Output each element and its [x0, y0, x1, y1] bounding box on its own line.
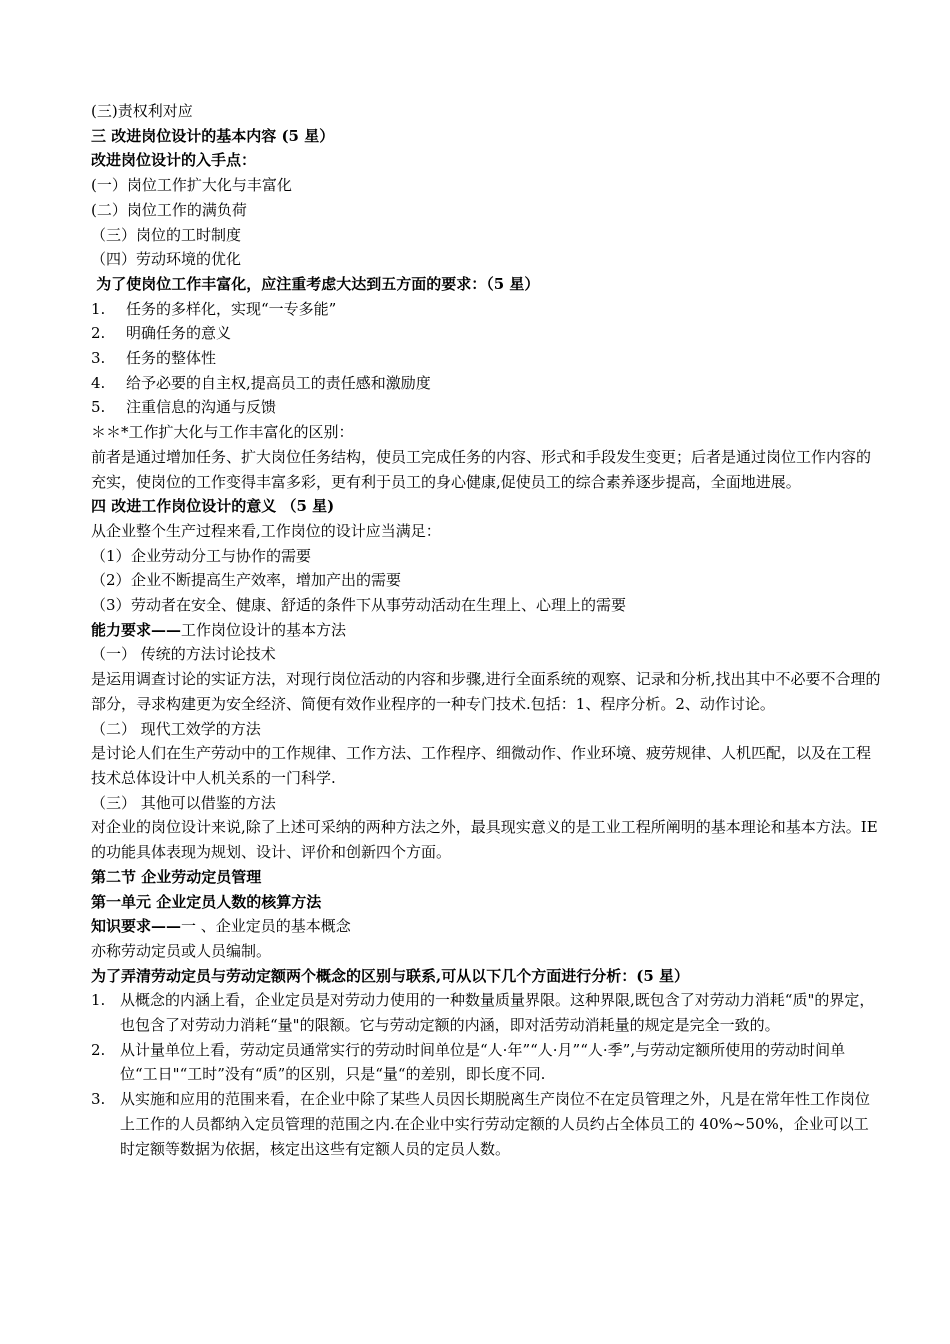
heading-sec4: 四 改进工作岗位设计的意义 （5 星) — [91, 497, 335, 516]
list-item: 3. 从实施和应用的范围来看，在企业中除了某些人员因长期脱离生产岗位不在定员管理之外，凡是在常年性工作岗位上工作的人员都纳入定员管理的范围之内.在企业中实行劳动定额的人员约占全体员工的 40%~50%，企业可以工时定额等数据为依据，核定出这些有定额人员的定员人数。 — [91, 1090, 871, 1158]
item-enlargement: (一）岗位工作扩大化与丰富化 — [91, 176, 292, 195]
heading-unit-1: 第一单元 企业定员人数的核算方法 — [91, 892, 322, 911]
analysis-list — [91, 988, 881, 1161]
heading-analysis: 为了弄清劳动定员与劳动定额两个概念的区别与联系,可从以下几个方面进行分析：(5 星） — [91, 966, 689, 985]
list-item: 3. 任务的整体性 — [91, 349, 217, 368]
list-item: （1） 企业劳动分工与协作的需要 — [91, 546, 312, 565]
method-2-body: 是讨论人们在生产劳动中的工作规律、工作方法、工作程序、细微动作、作业环境、疲劳规律、人机匹配，以及在工程技术总体设计中人机关系的一门科学. — [91, 744, 872, 787]
list-item: 2. 从计量单位上看，劳动定员通常实行的劳动时间单位是“人·年”“人·月”“人·季”,与劳动定额所使用的劳动时间单位“工日"“工时”没有“质”的区别，只是“量“的差别，即长度不同. — [91, 1040, 846, 1084]
method-1-title: （一） 传统的方法讨论技术 — [91, 645, 276, 664]
list-item: 1. 任务的多样化，实现“一专多能” — [91, 299, 337, 318]
heading-section-2: 第二节 企业劳动定员管理 — [91, 867, 262, 886]
sec4-intro: 从企业整个生产过程来看,工作岗位的设计应当满足： — [91, 521, 441, 540]
list-item: 2. 明确任务的意义 — [91, 324, 232, 343]
heading-starting-points: 改进岗位设计的入手点： — [91, 151, 257, 170]
ability-heading — [91, 618, 881, 643]
ability-text: 工作岗位设计的基本方法 — [181, 620, 347, 639]
heading-improve-content: 三 改进岗位设计的基本内容 (5 星） — [91, 126, 335, 145]
list-item: 4. 给予必要的自主权,提高员工的责任感和激励度 — [91, 373, 431, 392]
item-full-load: (二）岗位工作的满负荷 — [91, 200, 247, 219]
list-item: 1. 从概念的内涵上看，企业定员是对劳动力使用的一种数量质量界限。这种界限,既包含了对劳动力消耗“质"的界定，也包含了对劳动力消耗“量"的限额。它与劳动定额的内涵，即对活劳动消耗量的规定是完全一致的。 — [91, 991, 875, 1035]
sec4-list — [91, 544, 881, 618]
ability-label: 能力要求—— — [91, 620, 182, 639]
knowledge-heading — [91, 914, 881, 939]
method-3-title: （三） 其他可以借鉴的方法 — [91, 793, 276, 812]
list-item: （2） 企业不断提高生产效率，增加产出的需要 — [91, 571, 402, 590]
item-environment: （四）劳动环境的优化 — [91, 250, 242, 269]
enrich-list — [91, 297, 881, 421]
diff-title: ＊＊*工作扩大化与工作丰富化的区别： — [91, 423, 354, 442]
item-work-hours: （三）岗位的工时制度 — [91, 225, 242, 244]
diff-body: 前者是通过增加任务、扩大岗位任务结构，使员工完成任务的内容、形式和手段发生变更；后者是通过岗位工作内容的充实，使岗位的工作变得丰富多彩，更有利于员工的身心健康,促使员工的综合素养逐步提高，全面地进展。 — [91, 447, 872, 491]
heading-five-requirements: 为了使岗位工作丰富化，应注重考虑大达到五方面的要求：（5 星） — [91, 274, 540, 293]
method-2-title: （二） 现代工效学的方法 — [91, 719, 261, 738]
heading-responsibility: (三)责权利对应 — [91, 102, 193, 120]
method-1-body: 是运用调查讨论的实证方法，对现行岗位活动的内容和步骤,进行全面系统的观察、记录和分析,找出其中不必要不合理的部分，寻求构建更为安全经济、简便有效作业程序的一种专门技术.包括：1、程序分析。2、动作讨论。 — [91, 670, 881, 713]
alias-text: 亦称劳动定员或人员编制。 — [91, 941, 272, 960]
list-item: （3） 劳动者在安全、健康、舒适的条件下从事劳动活动在生理上、心理上的需要 — [91, 596, 627, 615]
method-3-body: 对企业的岗位设计来说,除了上述可采纳的两种方法之外，最具现实意义的是工业工程所阐明的基本理论和基本方法。IE 的功能具体表现为规划、设计、评价和创新四个方面。 — [91, 818, 878, 862]
knowledge-text: 一 、企业定员的基本概念 — [181, 917, 351, 936]
knowledge-label: 知识要求—— — [91, 917, 182, 936]
list-item: 5. 注重信息的沟通与反馈 — [91, 398, 277, 417]
document-body — [91, 99, 881, 1161]
